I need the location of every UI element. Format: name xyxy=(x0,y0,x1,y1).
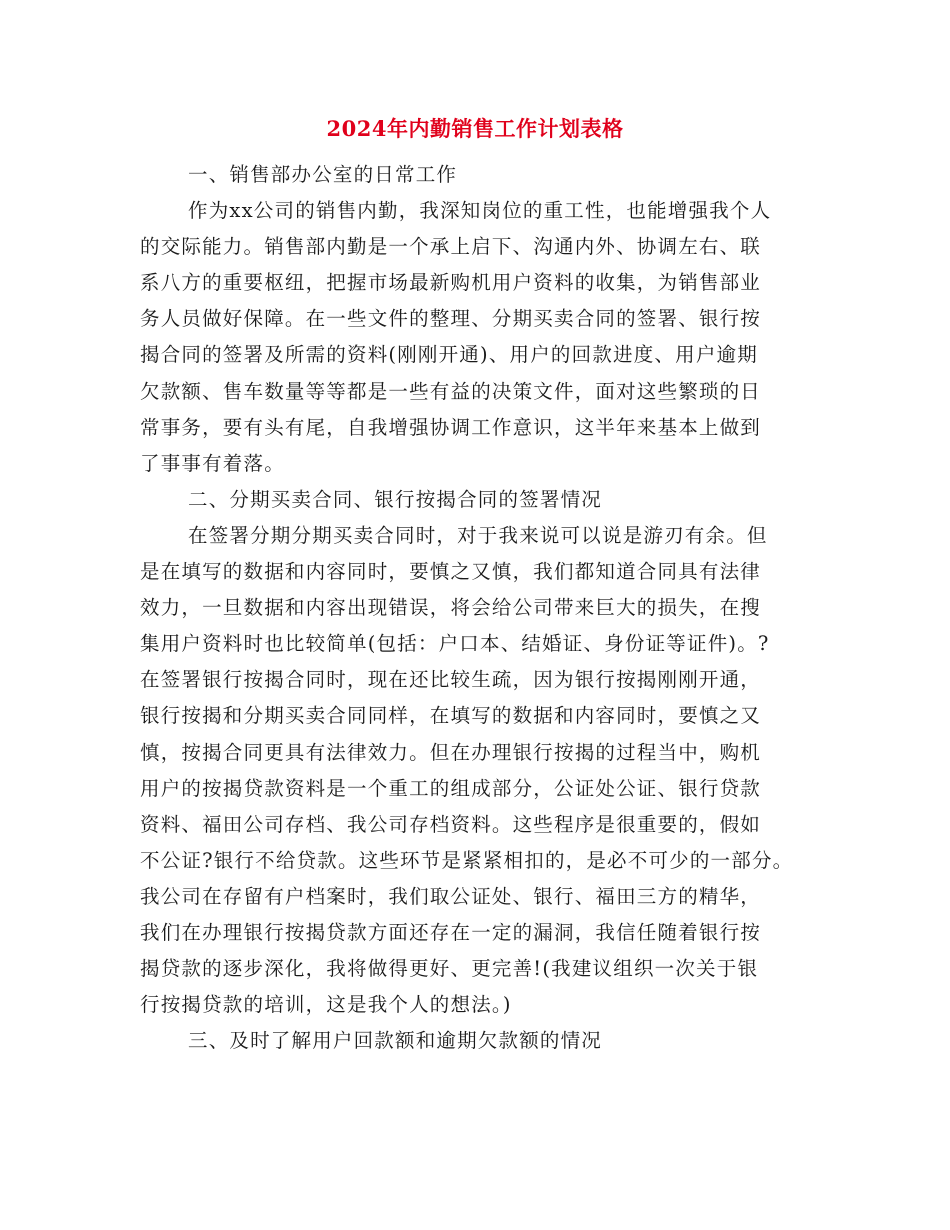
document-body xyxy=(140,157,830,1059)
text-line: 慎，按揭合同更具有法律效力。但在办理银行按揭的过程当中，购机 xyxy=(140,740,762,764)
text-line: 了事事有着落。 xyxy=(140,451,285,475)
text-line: 系八方的重要枢纽，把握市场最新购机用户资料的收集，为销售部业 xyxy=(140,271,762,295)
text-line: 资料、福田公司存档、我公司存档资料。这些程序是很重要的，假如 xyxy=(140,812,762,836)
text-line: 集用户资料时也比较简单(包括：户口本、结婚证、身份证等证件)。? xyxy=(140,632,770,656)
text-line: 揭合同的签署及所需的资料(刚刚开通)、用户的回款进度、用户逾期 xyxy=(140,343,758,367)
text-line: 在签署银行按揭合同时，现在还比较生疏，因为银行按揭刚刚开通， xyxy=(140,668,762,692)
text-line: 是在填写的数据和内容同时，要慎之又慎，我们都知道合同具有法律 xyxy=(140,560,762,584)
text-line: 行按揭贷款的培训，这是我个人的想法。) xyxy=(140,993,512,1017)
text-line: 的交际能力。销售部内勤是一个承上启下、沟通内外、协调左右、联 xyxy=(140,235,762,259)
text-line: 效力，一旦数据和内容出现错误，将会给公司带来巨大的损失，在搜 xyxy=(140,596,762,620)
text-line: 三、及时了解用户回款额和逾期欠款额的情况 xyxy=(188,1029,603,1053)
text-line: 银行按揭和分期买卖合同同样，在填写的数据和内容同时，要慎之又 xyxy=(140,704,762,728)
text-line: 我公司在存留有户档案时，我们取公证处、银行、福田三方的精华， xyxy=(140,884,762,908)
text-line: 不公证?银行不给贷款。这些环节是紧紧相扣的，是必不可少的一部分。 xyxy=(140,848,794,872)
text-line: 用户的按揭贷款资料是一个重工的组成部分，公证处公证、银行贷款 xyxy=(140,776,762,800)
text-line: 在签署分期分期买卖合同时，对于我来说可以说是游刃有余。但 xyxy=(188,523,768,547)
document-title: 2024年内勤销售工作计划表格 xyxy=(326,116,624,141)
text-line: 作为xx公司的销售内勤，我深知岗位的重工性，也能增强我个人 xyxy=(188,199,772,223)
text-line: 欠款额、售车数量等等都是一些有益的决策文件，面对这些繁琐的日 xyxy=(140,379,762,403)
text-line: 我们在办理银行按揭贷款方面还存在一定的漏洞，我信任随着银行按 xyxy=(140,920,762,944)
text-line: 一、销售部办公室的日常工作 xyxy=(188,163,458,186)
text-line: 务人员做好保障。在一些文件的整理、分期买卖合同的签署、银行按 xyxy=(140,307,762,331)
text-line: 二、分期买卖合同、银行按揭合同的签署情况 xyxy=(188,487,603,511)
text-line: 常事务，要有头有尾，自我增强协调工作意识，这半年来基本上做到 xyxy=(140,415,762,439)
text-line: 揭贷款的逐步深化，我将做得更好、更完善!(我建议组织一次关于银 xyxy=(140,957,759,981)
